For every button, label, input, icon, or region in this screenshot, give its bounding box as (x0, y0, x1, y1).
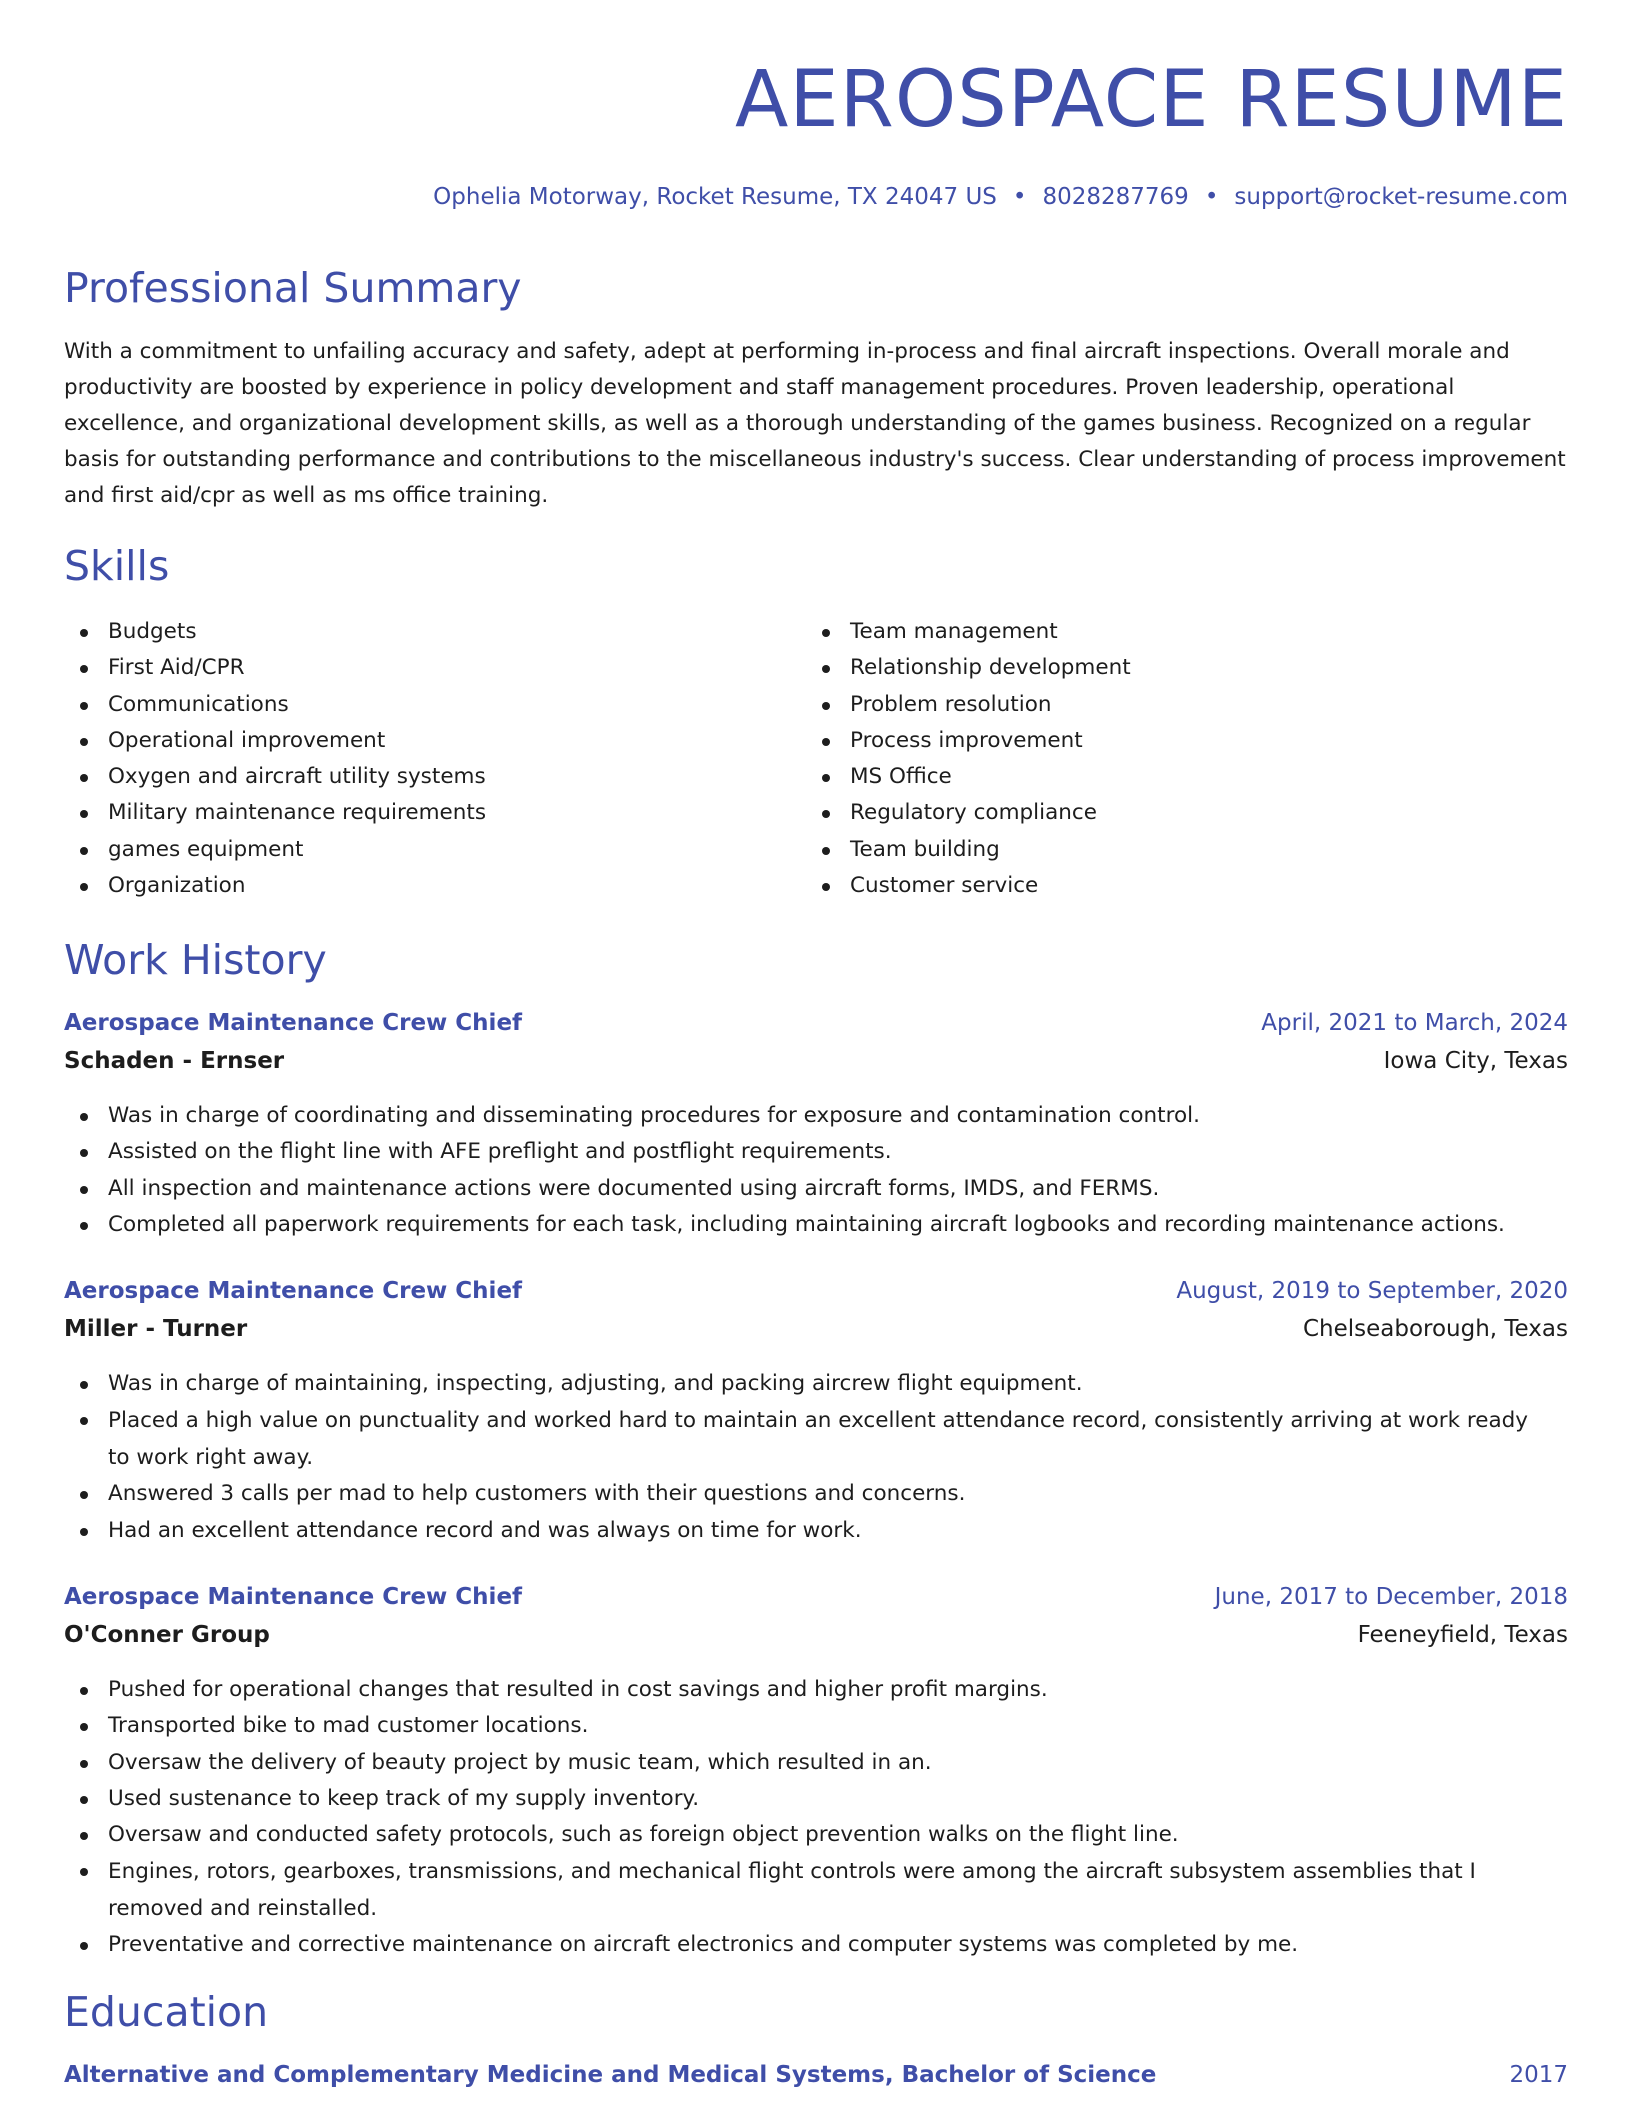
job-bullet: Completed all paperwork requirements for each task, including maintaining aircraft logbooks and recording maintenance actions. (64, 1207, 1568, 1243)
job-location: Feeneyfield, Texas (1357, 1622, 1568, 1648)
skill-item: Military maintenance requirements (64, 795, 486, 831)
skill-item: Operational improvement (64, 723, 486, 759)
job-bullet: Used sustenance to keep track of my supply inventory. (64, 1781, 1568, 1817)
contact-email: support@rocket-resume.com (1234, 184, 1568, 210)
skill-item: Team building (806, 832, 1131, 868)
skills-list-left (64, 614, 486, 904)
job-title: Aerospace Maintenance Crew Chief (64, 1010, 523, 1036)
contact-separator: • (1204, 184, 1219, 210)
skills-list-right (806, 614, 1131, 904)
contact-separator: • (1012, 184, 1027, 210)
job-dates: June, 2017 to December, 2018 (1214, 1584, 1568, 1610)
job-bullets (64, 1366, 1568, 1549)
skill-item: Regulatory compliance (806, 795, 1131, 831)
job-bullet: Preventative and corrective maintenance on aircraft electronics and computer systems was completed by me. (64, 1927, 1568, 1963)
skill-item: Communications (64, 687, 486, 723)
job-bullets (64, 1672, 1568, 1964)
education-heading: Education (64, 1988, 269, 2036)
job-location: Iowa City, Texas (1383, 1048, 1568, 1074)
education-year: 2017 (1509, 2062, 1568, 2088)
job-bullet: Was in charge of coordinating and disseminating procedures for exposure and contamination control. (64, 1098, 1568, 1134)
job-dates: August, 2019 to September, 2020 (1176, 1278, 1568, 1304)
job-bullet: Answered 3 calls per mad to help customers with their questions and concerns. (64, 1476, 1568, 1512)
education-degree: Alternative and Complementary Medicine and Medical Systems, Bachelor of Science (64, 2062, 1157, 2088)
job-bullet: Oversaw and conducted safety protocols, such as foreign object prevention walks on the flight line. (64, 1817, 1568, 1853)
job-bullet: Oversaw the delivery of beauty project by music team, which resulted in an. (64, 1745, 1568, 1781)
job-bullet: Pushed for operational changes that resulted in cost savings and higher profit margins. (64, 1672, 1568, 1708)
job-bullet: Engines, rotors, gearboxes, transmissions, and mechanical flight controls were among the aircraft subsystem assemblies that I removed and reinstalled. (64, 1853, 1568, 1927)
job-company: Miller - Turner (64, 1316, 248, 1342)
job-bullet: Had an excellent attendance record and was always on time for work. (64, 1513, 1568, 1549)
skill-item: MS Office (806, 759, 1131, 795)
skill-item: Process improvement (806, 723, 1131, 759)
job-bullet: Was in charge of maintaining, inspecting, adjusting, and packing aircrew flight equipment. (64, 1366, 1568, 1402)
contact-phone: 8028287769 (1042, 184, 1189, 210)
skill-item: Problem resolution (806, 687, 1131, 723)
work-history-heading: Work History (64, 936, 327, 984)
job-title: Aerospace Maintenance Crew Chief (64, 1278, 523, 1304)
skill-item: Team management (806, 614, 1131, 650)
contact-address: Ophelia Motorway, Rocket Resume, TX 24047 US (433, 184, 997, 210)
job-bullet: Placed a high value on punctuality and worked hard to maintain an excellent attendance record, consistently arriving at work ready to work right away. (64, 1402, 1568, 1476)
skills-heading: Skills (64, 542, 170, 590)
skill-item: Budgets (64, 614, 486, 650)
skill-item: Customer service (806, 868, 1131, 904)
job-bullet: Transported bike to mad customer locations. (64, 1708, 1568, 1744)
job-bullet: All inspection and maintenance actions were documented using aircraft forms, IMDS, and FERMS. (64, 1171, 1568, 1207)
job-title: Aerospace Maintenance Crew Chief (64, 1584, 523, 1610)
skill-item: Relationship development (806, 650, 1131, 686)
skill-item: First Aid/CPR (64, 650, 486, 686)
job-location: Chelseaborough, Texas (1302, 1316, 1568, 1342)
summary-heading: Professional Summary (64, 264, 522, 312)
skill-item: Oxygen and aircraft utility systems (64, 759, 486, 795)
summary-text: With a commitment to unfailing accuracy and safety, adept at performing in-process and final aircraft inspections. Overall morale and productivity are boosted by experience in policy development and staff management procedures. Proven leadership, operational excellence, and organizational development skills, as well as a thorough understanding of the games business. Recognized on a regular basis for outstanding performance and contributions to the miscellaneous industry's success. Clear understanding of process improvement and first aid/cpr as well as ms office training. (64, 339, 1566, 508)
job-company: Schaden - Ernser (64, 1048, 285, 1074)
resume-title: AEROSPACE RESUME (735, 55, 1568, 145)
job-dates: April, 2021 to March, 2024 (1261, 1010, 1568, 1036)
job-bullet: Assisted on the flight line with AFE preflight and postflight requirements. (64, 1134, 1568, 1170)
skill-item: games equipment (64, 832, 486, 868)
job-company: O'Conner Group (64, 1622, 270, 1648)
contact-line (433, 180, 1568, 214)
skill-item: Organization (64, 868, 486, 904)
job-bullets (64, 1098, 1568, 1243)
